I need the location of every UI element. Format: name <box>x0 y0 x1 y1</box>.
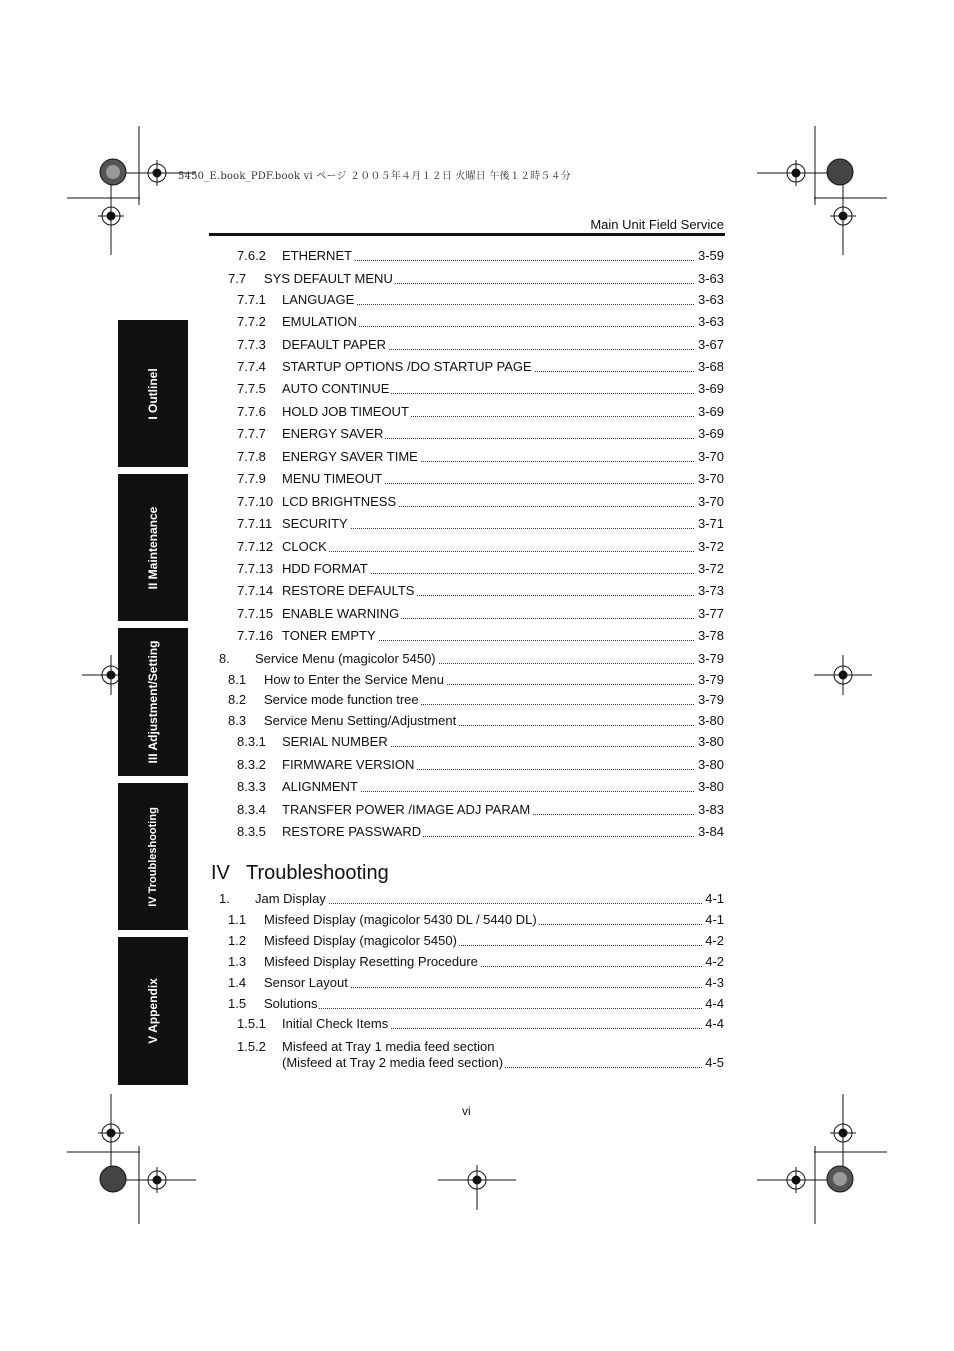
toc-entry-page: 3-80 <box>695 757 724 773</box>
toc-entry-page: 4-2 <box>702 954 724 970</box>
toc-entry-page: 3-79 <box>695 672 724 688</box>
toc-entry-page: 4-3 <box>702 975 724 991</box>
toc-entry[interactable] <box>237 824 724 840</box>
toc-entry-number: 7.7.5 <box>237 381 266 396</box>
toc-entry-page: 3-77 <box>695 606 724 622</box>
toc-entry[interactable] <box>237 628 724 644</box>
toc-entry[interactable] <box>237 248 724 264</box>
toc-entry-title: SYS DEFAULT MENU <box>264 271 393 286</box>
toc-entry-title: HOLD JOB TIMEOUT <box>282 404 409 419</box>
toc-entry-number: 8.2 <box>228 692 247 707</box>
toc-entry[interactable] <box>237 606 724 622</box>
toc-entry-page: 3-80 <box>695 713 724 729</box>
toc-entry[interactable] <box>228 996 724 1012</box>
toc-entry-title: CLOCK <box>282 539 327 554</box>
toc-entry-title: Misfeed Display (magicolor 5430 DL / 5440 DL) <box>264 912 537 927</box>
page-number: vi <box>462 1104 471 1118</box>
toc-entry-page: 3-63 <box>695 292 724 308</box>
toc-entry-number: 1. <box>219 891 230 906</box>
toc-entry-title: EMULATION <box>282 314 357 329</box>
toc-entry[interactable] <box>237 779 724 795</box>
toc-entry-title: LCD BRIGHTNESS <box>282 494 397 509</box>
dot-leader <box>282 551 724 552</box>
side-tab-outline[interactable] <box>118 320 188 467</box>
toc-entry-number: 8.3.3 <box>237 779 266 794</box>
toc-entry[interactable] <box>228 912 724 928</box>
side-tab-label: II Maintenance <box>146 506 160 589</box>
toc-entry-title: Initial Check Items <box>282 1016 389 1031</box>
toc-entry[interactable] <box>237 494 724 510</box>
toc-entry[interactable] <box>237 734 724 750</box>
toc-entry-page: 3-63 <box>695 271 724 287</box>
toc-entry-page: 4-2 <box>702 933 724 949</box>
toc-entry-number: 8.3.4 <box>237 802 266 817</box>
toc-entry-page: 3-79 <box>695 692 724 708</box>
toc-entry-number: 8.3.1 <box>237 734 266 749</box>
side-tab-label: IV Troubleshooting <box>147 806 159 907</box>
toc-entry-number: 7.7.10 <box>237 494 274 509</box>
toc-entry-number: 7.7.4 <box>237 359 266 374</box>
toc-entry[interactable] <box>228 692 724 708</box>
toc-entry-number: 7.7.15 <box>237 606 274 621</box>
toc-entry-number: 1.4 <box>228 975 247 990</box>
toc-entry[interactable] <box>237 337 724 353</box>
toc-entry-number: 7.7.7 <box>237 426 266 441</box>
toc-entry-title: Service mode function tree <box>264 692 419 707</box>
toc-entry[interactable] <box>228 672 724 688</box>
toc-entry-title: Misfeed Display Resetting Procedure <box>264 954 478 969</box>
running-header: Main Unit Field Service <box>590 217 724 232</box>
toc-entry-page: 3-72 <box>695 561 724 577</box>
toc-entry-number: 7.7 <box>228 271 247 286</box>
toc-entry-title: ETHERNET <box>282 248 353 263</box>
toc-entry-number: 1.3 <box>228 954 247 969</box>
toc-entry-number: 7.7.1 <box>237 292 266 307</box>
toc-entry-number: 8.3 <box>228 713 247 728</box>
toc-entry[interactable] <box>228 713 724 729</box>
section-title: Troubleshooting <box>246 862 389 884</box>
header-rule <box>209 233 725 236</box>
toc-entry[interactable] <box>237 381 724 397</box>
toc-entry-number: 7.7.12 <box>237 539 274 554</box>
toc-entry-page: 4-1 <box>702 891 724 907</box>
toc-entry-title: RESTORE DEFAULTS <box>282 583 415 598</box>
toc-entry-number: 8. <box>219 651 230 666</box>
toc-entry-number: 8.1 <box>228 672 247 687</box>
side-tab-troubleshooting[interactable] <box>118 783 188 930</box>
toc-entry-number: 7.7.9 <box>237 471 266 486</box>
dot-leader <box>264 1008 724 1009</box>
toc-entry-title: TONER EMPTY <box>282 628 376 643</box>
toc-entry-number: 1.1 <box>228 912 247 927</box>
toc-entry[interactable] <box>237 561 724 577</box>
toc-entry-page: 3-67 <box>695 337 724 353</box>
toc-entry[interactable] <box>237 583 724 599</box>
toc-entry-title: SECURITY <box>282 516 348 531</box>
toc-entry-number: 1.5.2 <box>237 1039 266 1054</box>
toc-entry-page: 3-79 <box>695 651 724 667</box>
toc-entry-page: 3-71 <box>695 516 724 532</box>
toc-entry-page: 4-4 <box>702 1016 724 1032</box>
toc-entry-page: 3-80 <box>695 779 724 795</box>
toc-entry-title: LANGUAGE <box>282 292 355 307</box>
toc-entry-page: 3-80 <box>695 734 724 750</box>
toc-entry-page: 3-70 <box>695 494 724 510</box>
toc-entry-number: 8.3.5 <box>237 824 266 839</box>
side-tab-label: V Appendix <box>146 978 160 1044</box>
toc-entry-title: Jam Display <box>255 891 326 906</box>
toc-entry-page: 3-72 <box>695 539 724 555</box>
toc-entry-title: Service Menu Setting/Adjustment <box>264 713 457 728</box>
toc-entry[interactable] <box>237 471 724 487</box>
toc-entry-page: 4-5 <box>702 1055 724 1071</box>
toc-entry-page: 4-1 <box>702 912 724 928</box>
toc-entry[interactable] <box>228 933 724 949</box>
toc-entry-title: STARTUP OPTIONS /DO STARTUP PAGE <box>282 359 532 374</box>
toc-entry-page: 3-69 <box>695 426 724 442</box>
toc-entry-title: HDD FORMAT <box>282 561 368 576</box>
toc-entry[interactable] <box>237 757 724 773</box>
toc-entry[interactable] <box>237 292 724 308</box>
toc-entry-number: 7.7.8 <box>237 449 266 464</box>
toc-entry-title: MENU TIMEOUT <box>282 471 383 486</box>
toc-entry-number: 7.7.2 <box>237 314 266 329</box>
toc-entry-number: 7.7.3 <box>237 337 266 352</box>
toc-entry-number: 7.7.14 <box>237 583 274 598</box>
toc-entry-title: ENERGY SAVER <box>282 426 384 441</box>
toc-entry-page: 3-78 <box>695 628 724 644</box>
toc-entry-title: Misfeed Display (magicolor 5450) <box>264 933 457 948</box>
toc-entry[interactable] <box>237 1039 724 1071</box>
section-number: IV <box>211 862 230 884</box>
toc-entry-title: How to Enter the Service Menu <box>264 672 444 687</box>
toc-entry-title: Sensor Layout <box>264 975 348 990</box>
toc-entry-number: 1.5 <box>228 996 247 1011</box>
toc-entry-title: Misfeed at Tray 1 media feed section <box>282 1039 495 1054</box>
toc-entry-number: 7.7.11 <box>237 516 273 531</box>
toc-entry[interactable] <box>228 271 724 287</box>
toc-entry-page: 3-63 <box>695 314 724 330</box>
side-tab-maintenance[interactable] <box>118 474 188 621</box>
side-tab-appendix[interactable] <box>118 937 188 1085</box>
toc-entry-number: 1.2 <box>228 933 247 948</box>
toc-entry-title: Service Menu (magicolor 5450) <box>255 651 436 666</box>
toc-entry-number: 1.5.1 <box>237 1016 266 1031</box>
toc-entry-page: 3-70 <box>695 471 724 487</box>
toc-entry[interactable] <box>237 359 724 375</box>
toc-entry[interactable] <box>219 891 724 907</box>
toc-entry-title: ALIGNMENT <box>282 779 358 794</box>
toc-entry-number: 7.7.6 <box>237 404 266 419</box>
toc-entry-page: 3-84 <box>695 824 724 840</box>
toc-entry[interactable] <box>237 802 724 818</box>
toc-entry[interactable] <box>237 314 724 330</box>
toc-entry[interactable] <box>237 1016 724 1032</box>
toc-entry-title: ENABLE WARNING <box>282 606 400 621</box>
toc-entry-page: 3-69 <box>695 381 724 397</box>
toc-entry-page: 3-68 <box>695 359 724 375</box>
toc-entry-title: TRANSFER POWER /IMAGE ADJ PARAM <box>282 802 531 817</box>
toc-entry-number: 7.6.2 <box>237 248 266 263</box>
toc-entry-title: DEFAULT PAPER <box>282 337 387 352</box>
toc-entry-number: 7.7.13 <box>237 561 274 576</box>
toc-entry[interactable] <box>237 516 724 532</box>
side-tab-label: III Adjustment/Setting <box>146 640 160 764</box>
toc-entry-page: 3-83 <box>695 802 724 818</box>
toc-entry-title: AUTO CONTINUE <box>282 381 390 396</box>
toc-entry[interactable] <box>237 539 724 555</box>
toc-entry[interactable] <box>228 954 724 970</box>
side-tab-adjustment-setting[interactable] <box>118 628 188 776</box>
toc-entry-number: 8.3.2 <box>237 757 266 772</box>
toc-entry-title: Solutions <box>264 996 318 1011</box>
toc-entry-page: 3-73 <box>695 583 724 599</box>
toc-entry-number: 7.7.16 <box>237 628 274 643</box>
toc-entry-title: RESTORE PASSWARD <box>282 824 422 839</box>
print-info-line: 5450_E.book_PDF.book vi ページ ２００５年４月１２日 火曜日 午後１２時５４分 <box>178 171 571 182</box>
toc-entry[interactable] <box>237 426 724 442</box>
toc-entry-page: 3-69 <box>695 404 724 420</box>
toc-entry[interactable] <box>228 975 724 991</box>
toc-entry[interactable] <box>219 651 724 667</box>
toc-entry-page: 4-4 <box>702 996 724 1012</box>
toc-entry-title: FIRMWARE VERSION <box>282 757 415 772</box>
side-tab-label: I Outlinel <box>146 367 160 420</box>
toc-entry-page: 3-70 <box>695 449 724 465</box>
toc-entry-page: 3-59 <box>695 248 724 264</box>
toc-entry[interactable] <box>237 404 724 420</box>
toc-entry-title: (Misfeed at Tray 2 media feed section) <box>282 1055 504 1070</box>
toc-entry-title: ENERGY SAVER TIME <box>282 449 418 464</box>
toc-entry[interactable] <box>237 449 724 465</box>
toc-entry-title: SERIAL NUMBER <box>282 734 388 749</box>
